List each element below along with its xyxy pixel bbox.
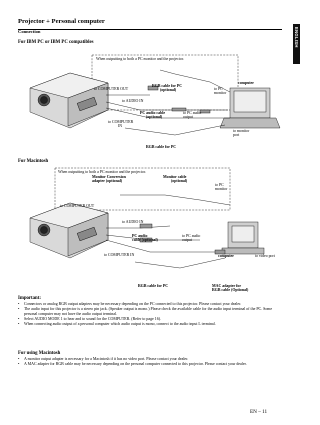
ibm-to-computer-in <box>108 120 133 128</box>
mac-note-text: When outputting to both a PC monitor and the projector. <box>58 170 146 174</box>
mac-usage-list <box>18 356 280 366</box>
ibm-rgb-cable-for-pc: RGB cable for PC <box>146 145 177 149</box>
language-tab-label: ENGLISH <box>294 27 299 48</box>
important-item: • Connectors or analog RGB output adapters may be necessary depending on the PC connected to this projector. Please contact your dealer. <box>18 301 280 306</box>
mac-pc-audio-cable <box>132 234 158 242</box>
mac-usage-item: • A monitor output adapter is necessary for a Macintosh if it has no video port. Please contact your dealer. <box>18 356 280 361</box>
mac-to-computer-out: to COMPUTER OUT <box>60 204 95 208</box>
mac-monitor-conversion <box>92 175 126 183</box>
ibm-note-text: When outputting to both a PC monitor and the projector. <box>96 57 184 61</box>
ibm-to-pc-monitor-line2: monitor <box>214 91 227 96</box>
mac-to-video-port: to video port <box>255 254 275 258</box>
mac-usage-item: • A MAC adapter for RGB cable may be necessary depending on the personal computer connected to this projector. Please contact your dealer. <box>18 361 280 366</box>
important-item: • The audio input for this projector is a stereo pin jack. (Speaker output is mono.) Please check the available cable for the audio input terminal of the PC. Some personal computer may not have the audio output terminal. <box>18 306 280 316</box>
mac-computer-label: computer <box>218 254 234 258</box>
mac-pc-audio-cable-line1: PC audio <box>132 234 148 238</box>
mac-monitor-conversion-line1: Monitor Conversion <box>92 175 126 179</box>
ibm-to-pc-monitor-line1: to PC <box>214 87 223 91</box>
page-subheading: Connection <box>18 29 41 34</box>
mac-adapter-line1: MAC adapter for <box>212 284 242 288</box>
mac-to-computer-in: to COMPUTER IN <box>104 253 135 257</box>
page-heading: Projector + Personal computer <box>18 18 105 25</box>
mac-to-pc-monitor-line1: to PC <box>215 183 224 187</box>
ibm-pc-audio-cable-line2: (optional) <box>146 115 163 120</box>
page-number: EN – 11 <box>250 409 268 415</box>
ibm-to-computer-out: to COMPUTER OUT <box>94 87 129 91</box>
ibm-to-monitor-port-line2: port <box>233 133 240 138</box>
ibm-to-pc-audio-output-line1: to PC audio <box>183 111 202 115</box>
important-item: • Select AUDIO MODE 1 to hear and to sound for the COMPUTER. (Refer to page 16). <box>18 316 280 321</box>
ibm-rgb-cable-optional-line1: RGB cable for PC <box>152 84 183 88</box>
mac-computer <box>222 222 264 254</box>
important-title: Important: <box>18 296 41 301</box>
mac-adapter-line2: RGB cable (Optional) <box>212 288 249 293</box>
mac-usage-notes <box>18 351 280 366</box>
mac-to-audio-in: to AUDIO IN <box>122 220 144 224</box>
ibm-projector <box>30 73 108 128</box>
ibm-rgb-cable-optional-line2: (optional) <box>160 88 177 93</box>
important-notes <box>18 296 280 326</box>
mac-adapter-label <box>212 284 248 292</box>
important-list <box>18 301 280 326</box>
ibm-note-box <box>92 55 238 110</box>
mac-to-pc-audio-output-line2: output <box>182 238 192 243</box>
ibm-to-pc-audio-output-line2: output <box>183 115 193 120</box>
ibm-rgb-cable-optional <box>152 84 182 92</box>
ibm-to-computer-in-line1: to COMPUTER <box>108 120 134 124</box>
ibm-to-pc-monitor <box>214 87 226 95</box>
mac-usage-title: For using Macintosh <box>18 351 61 356</box>
mac-section-title: For Macintosh <box>18 159 49 164</box>
ibm-to-pc-audio-output <box>183 111 201 119</box>
mac-monitor-cable <box>163 175 187 183</box>
mac-to-pc-monitor-line2: monitor <box>215 187 228 192</box>
ibm-section-title: For IBM PC or IBM PC compatibles <box>18 40 94 45</box>
ibm-pc-audio-cable-line1: PC audio cable <box>140 111 166 115</box>
mac-pc-audio-cable-line2: cable (optional) <box>132 238 158 243</box>
mac-monitor-cable-line2: (optional) <box>171 179 188 184</box>
ibm-to-audio-in: to AUDIO IN <box>122 99 144 103</box>
ibm-to-monitor-port <box>233 129 249 137</box>
mac-diagram <box>30 168 264 268</box>
mac-to-pc-audio-output-line1: to PC audio <box>182 234 201 238</box>
ibm-computer <box>220 88 280 128</box>
mac-to-pc-monitor <box>215 183 227 191</box>
ibm-to-monitor-port-line1: to monitor <box>233 129 250 133</box>
ibm-computer-label: computer <box>238 81 254 85</box>
ibm-to-computer-in-line2: IN <box>118 124 123 129</box>
mac-rgb-cable-for-pc: RGB cable for PC <box>138 284 169 288</box>
ibm-pc-audio-cable <box>140 111 165 119</box>
mac-monitor-conversion-line2: adapter (optional) <box>92 179 123 184</box>
important-item: • When connecting audio output of a personal computer which audio output is mono, connect to the audio input L terminal. <box>18 321 280 326</box>
mac-to-pc-audio-output <box>182 234 200 242</box>
mac-projector <box>30 203 108 258</box>
mac-monitor-cable-line1: Monitor cable <box>163 175 187 179</box>
